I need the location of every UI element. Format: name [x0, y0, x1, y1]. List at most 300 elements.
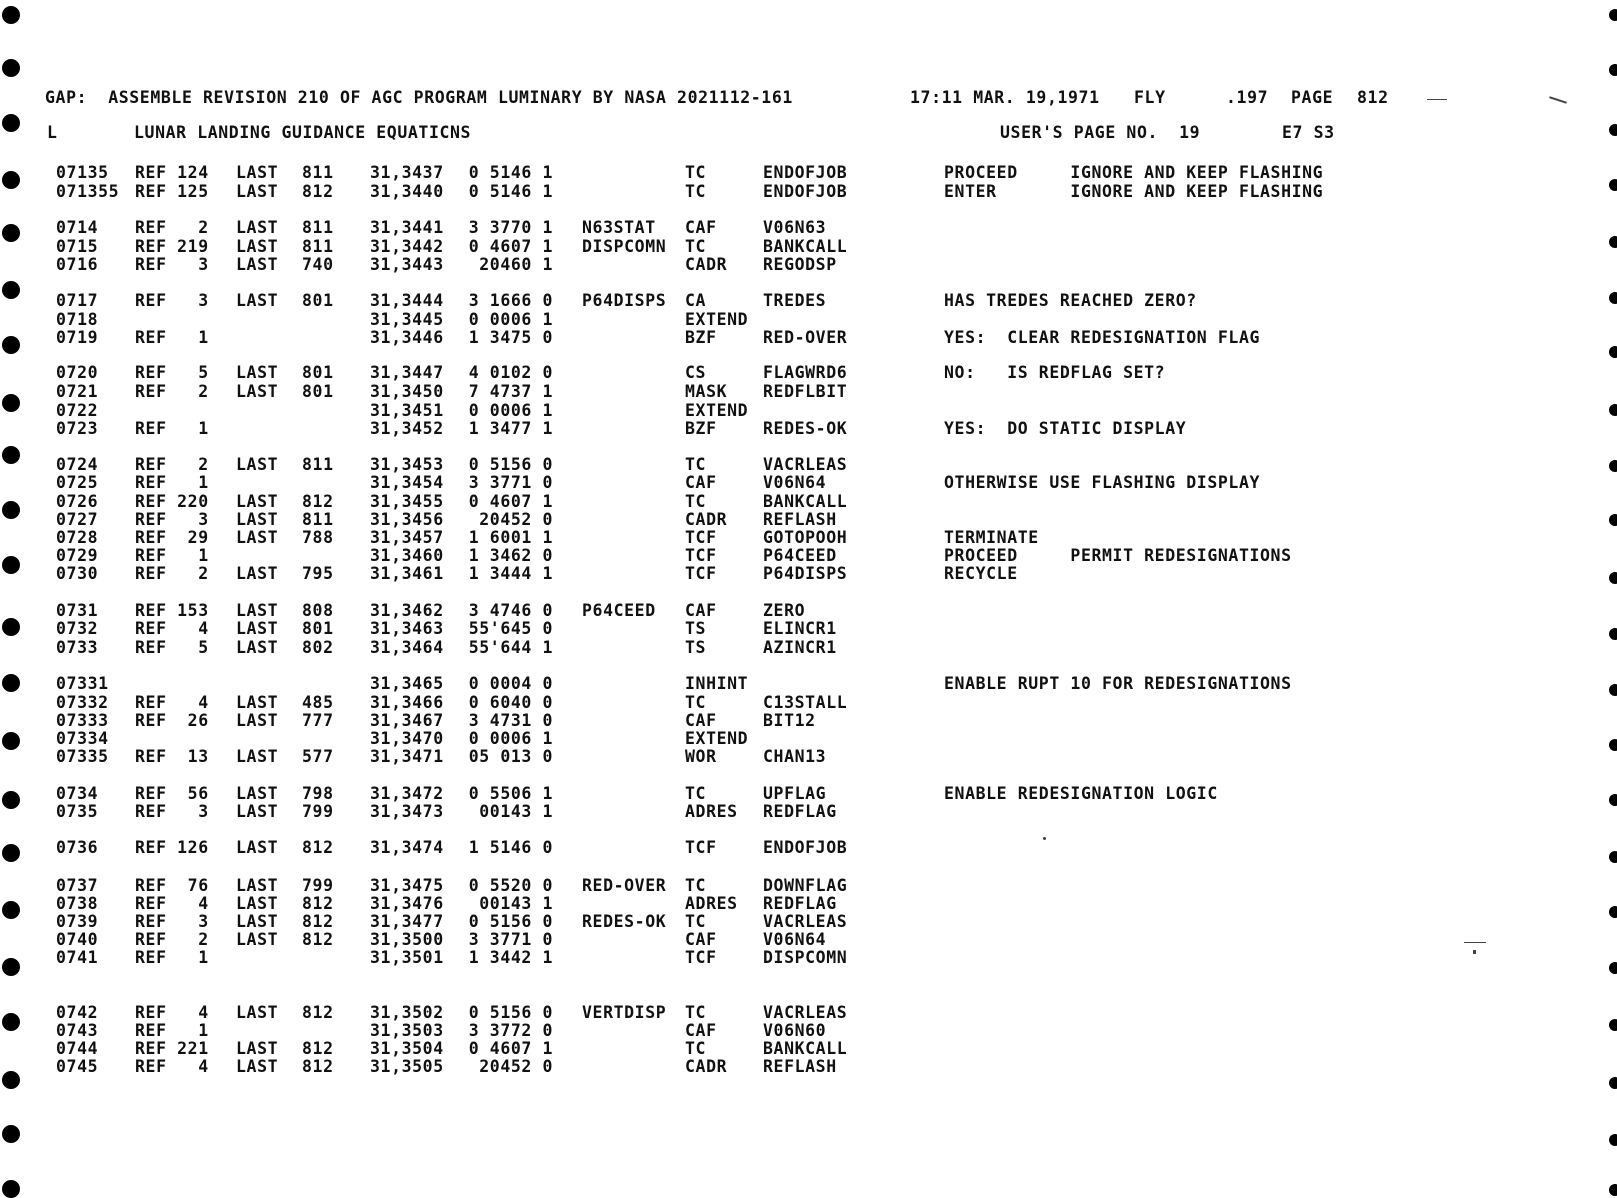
- octal-value: 0 5156 0: [468, 455, 553, 474]
- line-number: 0740: [56, 930, 99, 949]
- line-number: 0745: [56, 1057, 99, 1076]
- octal-value: 1 6001 1: [468, 528, 553, 547]
- opcode: CS: [685, 363, 707, 382]
- ref-count: REF 153: [135, 601, 209, 620]
- last-label: LAST: [236, 382, 279, 401]
- print-speck: [1549, 96, 1567, 103]
- last-page: 795: [302, 564, 334, 583]
- operand: ENDOFJOB: [763, 163, 848, 182]
- ref-count: REF 26: [135, 711, 209, 730]
- log-letter: L: [47, 123, 58, 142]
- ref-count: REF 221: [135, 1039, 209, 1058]
- ref-count: REF 3: [135, 291, 209, 310]
- sprocket-hole: [2, 1125, 20, 1143]
- operand: ELINCR1: [763, 619, 837, 638]
- sprocket-hole: [2, 394, 20, 412]
- header-gap-line: GAP: ASSEMBLE REVISION 210 OF AGC PROGRAM LUMINARY BY NASA 2021112-161: [45, 88, 793, 107]
- print-speck: [1473, 950, 1476, 954]
- operand: REGODSP: [763, 255, 837, 274]
- line-number: 0719: [56, 328, 99, 347]
- opcode: CAF: [685, 601, 717, 620]
- sprocket-hole: [1609, 906, 1617, 918]
- last-page: 811: [302, 163, 334, 182]
- line-number: 0720: [56, 363, 99, 382]
- opcode: TC: [685, 876, 707, 895]
- operand: C13STALL: [763, 693, 848, 712]
- last-page: 812: [302, 1039, 334, 1058]
- sprocket-hole: [1609, 236, 1617, 248]
- line-number: 0718: [56, 310, 99, 329]
- last-page: 812: [302, 492, 334, 511]
- last-label: LAST: [236, 237, 279, 256]
- operand: P64CEED: [763, 546, 837, 565]
- octal-value: 0 0006 1: [468, 401, 553, 420]
- line-number: 071355: [56, 182, 120, 201]
- line-number: 07335: [56, 747, 109, 766]
- octal-value: 20460 1: [479, 255, 553, 274]
- sprocket-hole: [1609, 1184, 1617, 1196]
- operand: VACRLEAS: [763, 1003, 848, 1022]
- memory-address: 31,3444: [370, 291, 444, 310]
- last-page: 777: [302, 711, 334, 730]
- opcode: TCF: [685, 838, 717, 857]
- memory-address: 31,3452: [370, 419, 444, 438]
- memory-address: 31,3451: [370, 401, 444, 420]
- sprocket-hole: [2, 901, 20, 919]
- comment: ENABLE RUPT 10 FOR REDESIGNATIONS: [944, 674, 1292, 693]
- octal-value: 1 5146 0: [468, 838, 553, 857]
- ref-count: REF 3: [135, 802, 209, 821]
- ref-count: REF 124: [135, 163, 209, 182]
- operand: DOWNFLAG: [763, 876, 848, 895]
- opcode: CADR: [685, 1057, 728, 1076]
- sprocket-hole: [1609, 572, 1617, 584]
- line-number: 0738: [56, 894, 99, 913]
- comment: TERMINATE: [944, 528, 1039, 547]
- sprocket-hole: [2, 732, 20, 750]
- last-label: LAST: [236, 784, 279, 803]
- opcode: TC: [685, 163, 707, 182]
- ref-count: REF 4: [135, 693, 209, 712]
- operand: REDFLBIT: [763, 382, 848, 401]
- comment: PROCEED PERMIT REDESIGNATIONS: [944, 546, 1292, 565]
- ref-count: REF 4: [135, 1003, 209, 1022]
- octal-value: 0 5146 1: [468, 163, 553, 182]
- last-page: 812: [302, 912, 334, 931]
- sprocket-hole: [2, 1180, 20, 1198]
- memory-address: 31,3476: [370, 894, 444, 913]
- sprocket-hole: [1609, 64, 1617, 76]
- opcode: TCF: [685, 528, 717, 547]
- sprocket-hole: [1609, 739, 1617, 751]
- comment: NO: IS REDFLAG SET?: [944, 363, 1166, 382]
- octal-value: 20452 0: [479, 1057, 553, 1076]
- last-page: 811: [302, 510, 334, 529]
- last-label: LAST: [236, 492, 279, 511]
- operand: CHAN13: [763, 747, 827, 766]
- line-number: 0736: [56, 838, 99, 857]
- operand: UPFLAG: [763, 784, 827, 803]
- sprocket-hole: [2, 171, 20, 189]
- operand: V06N64: [763, 473, 827, 492]
- opcode: CADR: [685, 255, 728, 274]
- header-timestamp: 17:11 MAR. 19,1971: [910, 88, 1100, 107]
- last-page: 812: [302, 930, 334, 949]
- sprocket-hole: [1609, 1134, 1617, 1146]
- octal-value: 0 5146 1: [468, 182, 553, 201]
- memory-address: 31,3465: [370, 674, 444, 693]
- operand: TREDES: [763, 291, 827, 310]
- last-label: LAST: [236, 601, 279, 620]
- opcode: BZF: [685, 419, 717, 438]
- line-number: 07135: [56, 163, 109, 182]
- memory-address: 31,3471: [370, 747, 444, 766]
- memory-address: 31,3442: [370, 237, 444, 256]
- opcode: TC: [685, 237, 707, 256]
- last-page: 808: [302, 601, 334, 620]
- octal-value: 00143 1: [479, 802, 553, 821]
- ref-count: REF 5: [135, 638, 209, 657]
- ref-count: REF 126: [135, 838, 209, 857]
- ref-count: REF 13: [135, 747, 209, 766]
- operand: REFLASH: [763, 510, 837, 529]
- memory-address: 31,3446: [370, 328, 444, 347]
- line-number: 0723: [56, 419, 99, 438]
- last-page: 811: [302, 237, 334, 256]
- octal-value: 1 3462 0: [468, 546, 553, 565]
- memory-address: 31,3440: [370, 182, 444, 201]
- opcode: WOR: [685, 747, 717, 766]
- symbol-label: VERTDISP: [582, 1003, 667, 1022]
- sprocket-hole: [1609, 179, 1617, 191]
- ref-count: REF 1: [135, 419, 209, 438]
- line-number: 0743: [56, 1021, 99, 1040]
- operand: V06N64: [763, 930, 827, 949]
- operand: VACRLEAS: [763, 455, 848, 474]
- memory-address: 31,3500: [370, 930, 444, 949]
- ref-count: REF 5: [135, 363, 209, 382]
- opcode: CAF: [685, 930, 717, 949]
- ref-count: REF 2: [135, 455, 209, 474]
- operand: GOTOPOOH: [763, 528, 848, 547]
- ref-count: REF 2: [135, 930, 209, 949]
- comment: RECYCLE: [944, 564, 1018, 583]
- octal-value: 05 013 0: [468, 747, 553, 766]
- sprocket-hole: [2, 59, 20, 77]
- opcode: CADR: [685, 510, 728, 529]
- octal-value: 1 3444 1: [468, 564, 553, 583]
- octal-value: 3 3771 0: [468, 473, 553, 492]
- last-page: 577: [302, 747, 334, 766]
- line-number: 0727: [56, 510, 99, 529]
- last-label: LAST: [236, 894, 279, 913]
- last-label: LAST: [236, 1039, 279, 1058]
- last-label: LAST: [236, 1003, 279, 1022]
- memory-address: 31,3450: [370, 382, 444, 401]
- last-label: LAST: [236, 528, 279, 547]
- last-label: LAST: [236, 182, 279, 201]
- octal-value: 3 1666 0: [468, 291, 553, 310]
- last-label: LAST: [236, 291, 279, 310]
- last-label: LAST: [236, 619, 279, 638]
- operand: ZERO: [763, 601, 806, 620]
- last-label: LAST: [236, 802, 279, 821]
- octal-value: 0 5156 0: [468, 1003, 553, 1022]
- memory-address: 31,3505: [370, 1057, 444, 1076]
- operand: VACRLEAS: [763, 912, 848, 931]
- line-number: 0726: [56, 492, 99, 511]
- memory-address: 31,3447: [370, 363, 444, 382]
- last-page: 801: [302, 363, 334, 382]
- octal-value: 0 4607 1: [468, 1039, 553, 1058]
- comment: OTHERWISE USE FLASHING DISPLAY: [944, 473, 1261, 492]
- last-page: 812: [302, 182, 334, 201]
- print-speck: [1043, 837, 1046, 840]
- last-label: LAST: [236, 638, 279, 657]
- ref-count: REF 4: [135, 1057, 209, 1076]
- last-page: 801: [302, 291, 334, 310]
- ref-count: REF 3: [135, 255, 209, 274]
- memory-address: 31,3475: [370, 876, 444, 895]
- line-number: 0735: [56, 802, 99, 821]
- ref-count: REF 2: [135, 564, 209, 583]
- octal-value: 0 0006 1: [468, 310, 553, 329]
- last-label: LAST: [236, 455, 279, 474]
- ref-count: REF 3: [135, 510, 209, 529]
- ref-count: REF 1: [135, 546, 209, 565]
- last-label: LAST: [236, 838, 279, 857]
- log-title: LUNAR LANDING GUIDANCE EQUATICNS: [134, 123, 472, 142]
- opcode: TCF: [685, 564, 717, 583]
- memory-address: 31,3473: [370, 802, 444, 821]
- sprocket-hole: [2, 281, 20, 299]
- last-page: 811: [302, 455, 334, 474]
- last-page: 485: [302, 693, 334, 712]
- memory-address: 31,3462: [370, 601, 444, 620]
- comment: HAS TREDES REACHED ZERO?: [944, 291, 1197, 310]
- line-number: 0722: [56, 401, 99, 420]
- memory-address: 31,3502: [370, 1003, 444, 1022]
- opcode: MASK: [685, 382, 728, 401]
- comment: ENTER IGNORE AND KEEP FLASHING: [944, 182, 1324, 201]
- last-page: 801: [302, 619, 334, 638]
- line-number: 0721: [56, 382, 99, 401]
- sprocket-hole: [1609, 1019, 1617, 1031]
- last-label: LAST: [236, 1057, 279, 1076]
- octal-value: 0 0004 0: [468, 674, 553, 693]
- sprocket-hole: [2, 1071, 20, 1089]
- last-page: 801: [302, 382, 334, 401]
- octal-value: 0 5520 0: [468, 876, 553, 895]
- sprocket-hole: [1609, 851, 1617, 863]
- line-number: 0729: [56, 546, 99, 565]
- opcode: ADRES: [685, 802, 738, 821]
- opcode: INHINT: [685, 674, 749, 693]
- line-number: 0730: [56, 564, 99, 583]
- ref-count: REF 1: [135, 1021, 209, 1040]
- memory-address: 31,3457: [370, 528, 444, 547]
- opcode: TC: [685, 693, 707, 712]
- memory-address: 31,3456: [370, 510, 444, 529]
- line-number: 07334: [56, 729, 109, 748]
- memory-address: 31,3467: [370, 711, 444, 730]
- opcode: CA: [685, 291, 707, 310]
- symbol-label: REDES-OK: [582, 912, 667, 931]
- last-label: LAST: [236, 255, 279, 274]
- line-number: 0744: [56, 1039, 99, 1058]
- last-label: LAST: [236, 930, 279, 949]
- octal-value: 0 4607 1: [468, 237, 553, 256]
- header-version: .197: [1226, 88, 1269, 107]
- line-number: 0715: [56, 237, 99, 256]
- ref-count: REF 29: [135, 528, 209, 547]
- memory-address: 31,3454: [370, 473, 444, 492]
- last-page: 812: [302, 838, 334, 857]
- print-speck: [1464, 942, 1486, 943]
- line-number: 0731: [56, 601, 99, 620]
- operand: BANKCALL: [763, 237, 848, 256]
- octal-value: 1 3475 0: [468, 328, 553, 347]
- log-code: E7 S3: [1282, 123, 1335, 142]
- ref-count: REF 76: [135, 876, 209, 895]
- ref-count: REF 4: [135, 894, 209, 913]
- last-page: 811: [302, 218, 334, 237]
- last-page: 788: [302, 528, 334, 547]
- header-fly: FLY: [1134, 88, 1166, 107]
- opcode: TC: [685, 492, 707, 511]
- last-page: 802: [302, 638, 334, 657]
- memory-address: 31,3464: [370, 638, 444, 657]
- last-label: LAST: [236, 693, 279, 712]
- memory-address: 31,3463: [370, 619, 444, 638]
- octal-value: 55'645 0: [468, 619, 553, 638]
- sprocket-hole: [1609, 1077, 1617, 1089]
- opcode: TC: [685, 182, 707, 201]
- sprocket-hole: [2, 1013, 20, 1031]
- symbol-label: P64CEED: [582, 601, 656, 620]
- operand: BIT12: [763, 711, 816, 730]
- memory-address: 31,3472: [370, 784, 444, 803]
- last-page: 798: [302, 784, 334, 803]
- opcode: CAF: [685, 711, 717, 730]
- memory-address: 31,3504: [370, 1039, 444, 1058]
- line-number: 0742: [56, 1003, 99, 1022]
- sprocket-hole: [2, 114, 20, 132]
- octal-value: 7 4737 1: [468, 382, 553, 401]
- sprocket-hole: [1609, 346, 1617, 358]
- sprocket-hole: [2, 336, 20, 354]
- comment: YES: CLEAR REDESIGNATION FLAG: [944, 328, 1261, 347]
- line-number: 0716: [56, 255, 99, 274]
- octal-value: 0 4607 1: [468, 492, 553, 511]
- sprocket-hole: [1609, 460, 1617, 472]
- last-label: LAST: [236, 218, 279, 237]
- ref-count: REF 219: [135, 237, 209, 256]
- ref-count: REF 4: [135, 619, 209, 638]
- memory-address: 31,3443: [370, 255, 444, 274]
- ref-count: REF 1: [135, 328, 209, 347]
- operand: V06N60: [763, 1021, 827, 1040]
- last-page: 740: [302, 255, 334, 274]
- opcode: EXTEND: [685, 401, 749, 420]
- ref-count: REF 3: [135, 912, 209, 931]
- sprocket-hole: [2, 446, 20, 464]
- line-number: 0732: [56, 619, 99, 638]
- memory-address: 31,3470: [370, 729, 444, 748]
- comment: YES: DO STATIC DISPLAY: [944, 419, 1187, 438]
- last-label: LAST: [236, 564, 279, 583]
- octal-value: 3 4731 0: [468, 711, 553, 730]
- memory-address: 31,3437: [370, 163, 444, 182]
- sprocket-hole: [1609, 628, 1617, 640]
- last-label: LAST: [236, 510, 279, 529]
- symbol-label: P64DISPS: [582, 291, 667, 310]
- opcode: CAF: [685, 1021, 717, 1040]
- octal-value: 3 3772 0: [468, 1021, 553, 1040]
- octal-value: 0 5156 0: [468, 912, 553, 931]
- operand: REFLASH: [763, 1057, 837, 1076]
- operand: FLAGWRD6: [763, 363, 848, 382]
- operand: P64DISPS: [763, 564, 848, 583]
- operand: V06N63: [763, 218, 827, 237]
- line-number: 0739: [56, 912, 99, 931]
- opcode: BZF: [685, 328, 717, 347]
- octal-value: 1 3477 1: [468, 419, 553, 438]
- octal-value: 55'644 1: [468, 638, 553, 657]
- memory-address: 31,3461: [370, 564, 444, 583]
- ref-count: REF 125: [135, 182, 209, 201]
- print-speck: [1427, 99, 1447, 100]
- memory-address: 31,3503: [370, 1021, 444, 1040]
- last-page: 812: [302, 894, 334, 913]
- sprocket-hole: [2, 618, 20, 636]
- octal-value: 0 5506 1: [468, 784, 553, 803]
- memory-address: 31,3466: [370, 693, 444, 712]
- symbol-label: N63STAT: [582, 218, 656, 237]
- header-page-number: 812: [1357, 88, 1389, 107]
- opcode: TC: [685, 1039, 707, 1058]
- opcode: TC: [685, 912, 707, 931]
- last-label: LAST: [236, 363, 279, 382]
- octal-value: 1 3442 1: [468, 948, 553, 967]
- memory-address: 31,3455: [370, 492, 444, 511]
- line-number: 0728: [56, 528, 99, 547]
- last-page: 799: [302, 876, 334, 895]
- line-number: 0717: [56, 291, 99, 310]
- octal-value: 20452 0: [479, 510, 553, 529]
- line-number: 0737: [56, 876, 99, 895]
- ref-count: REF 1: [135, 948, 209, 967]
- line-number: 0725: [56, 473, 99, 492]
- octal-value: 3 3771 0: [468, 930, 553, 949]
- sprocket-hole: [2, 6, 20, 24]
- line-number: 0714: [56, 218, 99, 237]
- last-label: LAST: [236, 912, 279, 931]
- sprocket-hole: [2, 224, 20, 242]
- octal-value: 3 3770 1: [468, 218, 553, 237]
- operand: AZINCR1: [763, 638, 837, 657]
- last-label: LAST: [236, 163, 279, 182]
- sprocket-hole: [1609, 514, 1617, 526]
- symbol-label: RED-OVER: [582, 876, 667, 895]
- memory-address: 31,3477: [370, 912, 444, 931]
- sprocket-hole: [1609, 292, 1617, 304]
- opcode: ADRES: [685, 894, 738, 913]
- line-number: 07332: [56, 693, 109, 712]
- octal-value: 00143 1: [479, 894, 553, 913]
- memory-address: 31,3501: [370, 948, 444, 967]
- opcode: TC: [685, 784, 707, 803]
